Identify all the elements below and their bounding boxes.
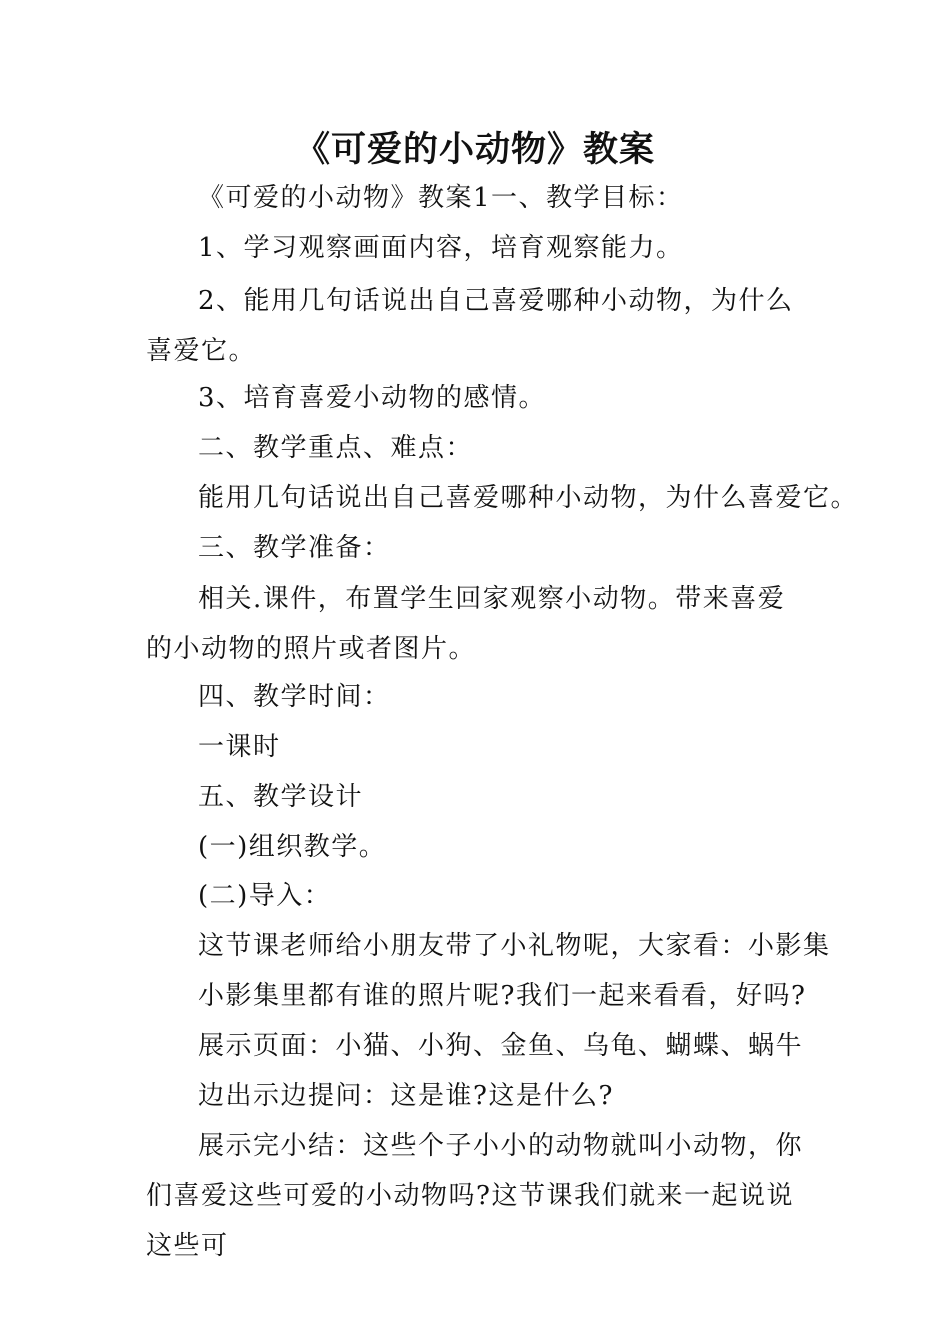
paragraph-teaching-time: 一课时 <box>198 732 281 762</box>
paragraph-gift-album: 这节课老师给小朋友带了小礼物呢，大家看：小影集 <box>198 931 831 961</box>
paragraph-ask-questions: 边出示边提问：这是谁?这是什么? <box>198 1081 614 1111</box>
paragraph-summary: 展示完小结：这些个子小小的动物就叫小动物，你们喜爱这些可爱的小动物吗?这节课我们就来一起说说这些可 <box>146 1131 804 1261</box>
paragraph-objective-1: 1、学习观察画面内容，培育观察能力。 <box>198 233 684 263</box>
paragraph-introduction: (二)导入： <box>198 881 332 911</box>
heading-teaching-time: 四、教学时间： <box>198 682 391 712</box>
document-title: 《可爱的小动物》教案 <box>294 130 655 170</box>
paragraph-objective-3: 3、培育喜爱小动物的感情。 <box>198 383 547 413</box>
paragraph-intro-objectives: 《可爱的小动物》教案1一、教学目标： <box>198 183 684 213</box>
paragraph-show-pages: 展示页面：小猫、小狗、金鱼、乌龟、蝴蝶、蜗牛 <box>198 1031 804 1061</box>
paragraph-preparation: 相关.课件，布置学生回家观察小动物。带来喜爱的小动物的照片或者图片。 <box>146 584 786 664</box>
paragraph-organize-teaching: (一)组织教学。 <box>198 832 387 862</box>
heading-teaching-design: 五、教学设计 <box>198 782 364 812</box>
heading-preparation: 三、教学准备： <box>198 533 391 563</box>
paragraph-key-points: 能用几句话说出自己喜爱哪种小动物，为什么喜爱它。 <box>198 483 859 513</box>
heading-key-points: 二、教学重点、难点： <box>198 433 474 463</box>
paragraph-album-question: 小影集里都有谁的照片呢?我们一起来看看，好吗? <box>198 981 807 1011</box>
paragraph-objective-2: 2、能用几句话说出自己喜爱哪种小动物，为什么喜爱它。 <box>146 286 794 366</box>
